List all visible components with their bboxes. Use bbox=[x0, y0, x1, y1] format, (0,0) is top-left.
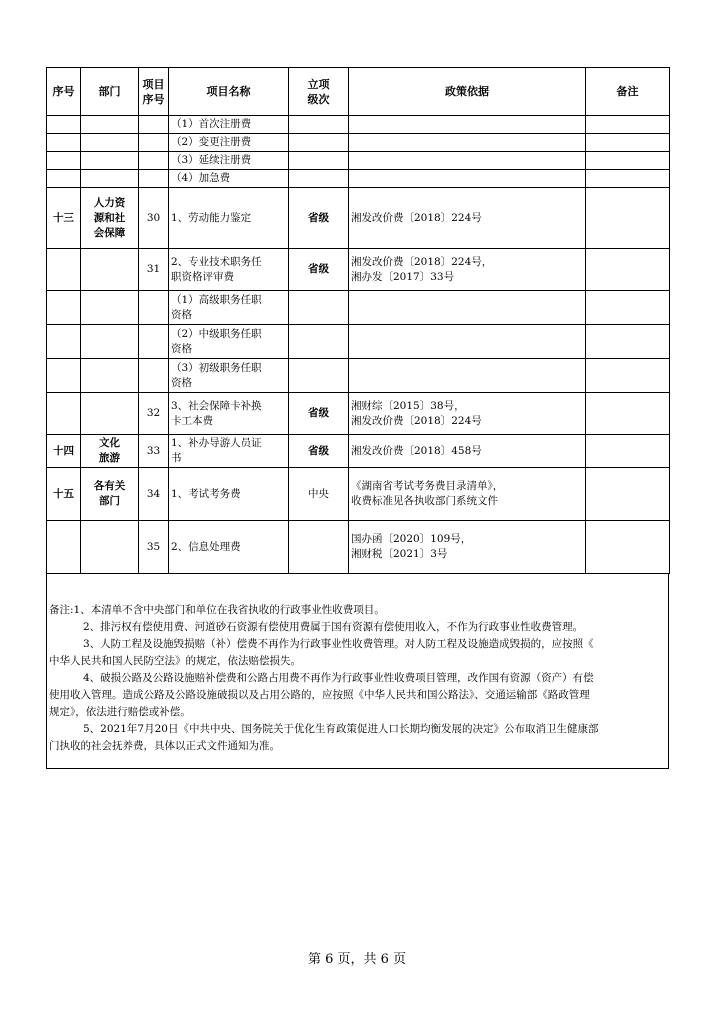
header-level-line2: 级次 bbox=[307, 92, 330, 106]
remark-line: 备注:1、本清单不含中央部门和单位在我省执收的行政事业性收费项目。 bbox=[49, 604, 385, 616]
fee-list-sheet bbox=[46, 67, 669, 769]
cell-item-name bbox=[169, 435, 289, 468]
cell-seq: 十三 bbox=[47, 188, 81, 249]
table-row bbox=[47, 134, 670, 152]
cell-item-name bbox=[169, 521, 289, 574]
cell-item-name-line: 职资格评审费 bbox=[171, 270, 234, 283]
cell-item-name bbox=[169, 116, 289, 134]
cell-item-name-line: 1、考试考务费 bbox=[171, 487, 241, 500]
cell-note bbox=[586, 325, 670, 359]
cell-item-no bbox=[139, 359, 169, 393]
cell-dept bbox=[81, 291, 139, 325]
header-item-no-line2: 序号 bbox=[142, 92, 165, 106]
cell-note bbox=[586, 249, 670, 291]
cell-seq bbox=[47, 170, 81, 188]
cell-item-name-line: （3）延续注册费 bbox=[171, 154, 252, 166]
cell-dept bbox=[81, 393, 139, 435]
cell-level bbox=[289, 521, 349, 574]
cell-note bbox=[586, 359, 670, 393]
cell-seq: 十四 bbox=[47, 435, 81, 468]
cell-item-name bbox=[169, 359, 289, 393]
cell-basis bbox=[349, 152, 586, 170]
cell-item-no: 32 bbox=[139, 393, 169, 435]
cell-level: 省级 bbox=[289, 435, 349, 468]
cell-basis-line: 湘发改价费〔2018〕224号 bbox=[351, 211, 482, 224]
cell-item-name bbox=[169, 188, 289, 249]
header-dept: 部门 bbox=[81, 68, 139, 116]
remark-line: 2、排污权有偿使用费、河道砂石资源有偿使用费属于国有资源有偿使用收入，不作为行政事业性收费管理。 bbox=[83, 621, 584, 633]
cell-dept-line: 旅游 bbox=[99, 452, 120, 464]
cell-item-name-line: 2、信息处理费 bbox=[171, 540, 241, 553]
remark-line: 3、人防工程及设施毁损赔（补）偿费不再作为行政事业性收费管理。对人防工程及设施造成毁损的，应按照《 bbox=[83, 638, 594, 650]
cell-basis bbox=[349, 249, 586, 291]
cell-item-name-line: 1、劳动能力鉴定 bbox=[171, 211, 252, 224]
cell-dept-line: 会保障 bbox=[93, 226, 126, 239]
cell-basis bbox=[349, 521, 586, 574]
fee-table bbox=[46, 67, 670, 574]
cell-level: 省级 bbox=[289, 249, 349, 291]
cell-dept-line: 源和社 bbox=[93, 211, 126, 224]
cell-item-name-line: 卡工本费 bbox=[171, 414, 213, 427]
table-row bbox=[47, 188, 670, 249]
cell-basis-line: 湘发改价费〔2018〕224号 bbox=[351, 414, 482, 427]
cell-item-name bbox=[169, 170, 289, 188]
cell-basis bbox=[349, 468, 586, 521]
table-row bbox=[47, 393, 670, 435]
header-item-no-line1: 项目 bbox=[142, 77, 165, 91]
cell-level bbox=[289, 291, 349, 325]
cell-level bbox=[289, 152, 349, 170]
cell-item-no: 31 bbox=[139, 249, 169, 291]
cell-basis bbox=[349, 435, 586, 468]
cell-dept-line: 各有关 bbox=[93, 480, 126, 492]
table-row bbox=[47, 359, 670, 393]
cell-dept-line: 部门 bbox=[99, 495, 120, 507]
cell-item-no: 35 bbox=[139, 521, 169, 574]
cell-note bbox=[586, 134, 670, 152]
cell-item-no bbox=[139, 152, 169, 170]
cell-dept bbox=[81, 188, 139, 249]
cell-basis bbox=[349, 359, 586, 393]
cell-level: 中央 bbox=[289, 468, 349, 521]
cell-note bbox=[586, 188, 670, 249]
cell-dept bbox=[81, 152, 139, 170]
cell-item-no: 34 bbox=[139, 468, 169, 521]
cell-item-name-line: 资格 bbox=[171, 342, 192, 355]
table-row bbox=[47, 521, 670, 574]
cell-seq bbox=[47, 152, 81, 170]
cell-basis bbox=[349, 393, 586, 435]
cell-basis-line: 湘财综〔2015〕38号， bbox=[351, 399, 465, 412]
cell-level: 省级 bbox=[289, 188, 349, 249]
cell-dept bbox=[81, 170, 139, 188]
cell-basis bbox=[349, 291, 586, 325]
header-item-no bbox=[139, 68, 169, 116]
cell-note bbox=[586, 435, 670, 468]
cell-item-name bbox=[169, 468, 289, 521]
remark-line: 规定》，依法进行赔偿或补偿。 bbox=[49, 706, 191, 718]
cell-item-no bbox=[139, 291, 169, 325]
header-item-name: 项目名称 bbox=[169, 68, 289, 116]
cell-dept bbox=[81, 116, 139, 134]
cell-level bbox=[289, 170, 349, 188]
cell-item-no bbox=[139, 134, 169, 152]
cell-basis-line: 湘办发〔2017〕33号 bbox=[351, 270, 455, 283]
cell-item-name bbox=[169, 325, 289, 359]
cell-basis-line: 收费标准见各执收部门系统文件 bbox=[351, 495, 498, 507]
cell-item-name-line: 书 bbox=[171, 452, 182, 464]
cell-item-no: 33 bbox=[139, 435, 169, 468]
cell-item-name bbox=[169, 249, 289, 291]
cell-seq bbox=[47, 291, 81, 325]
cell-note bbox=[586, 291, 670, 325]
cell-note bbox=[586, 116, 670, 134]
cell-item-name-line: （4）加急费 bbox=[171, 172, 231, 184]
cell-basis-line: 湘财税〔2021〕3号 bbox=[351, 548, 448, 560]
cell-note bbox=[586, 152, 670, 170]
cell-basis bbox=[349, 188, 586, 249]
remark-line: 使用收入管理。造成公路及公路设施破损以及占用公路的，应按照《中华人民共和国公路法》、交通运输部《路政管理 bbox=[49, 689, 590, 701]
cell-item-name bbox=[169, 134, 289, 152]
cell-seq bbox=[47, 249, 81, 291]
header-seq: 序号 bbox=[47, 68, 81, 116]
cell-dept-line: 人力资 bbox=[93, 196, 126, 209]
cell-seq bbox=[47, 134, 81, 152]
cell-basis bbox=[349, 325, 586, 359]
cell-seq bbox=[47, 116, 81, 134]
cell-basis-line: 湘发改价费〔2018〕224号， bbox=[351, 255, 493, 268]
cell-item-no bbox=[139, 170, 169, 188]
cell-item-name bbox=[169, 393, 289, 435]
cell-seq bbox=[47, 393, 81, 435]
table-row bbox=[47, 435, 670, 468]
cell-basis-line: 湘发改价费〔2018〕458号 bbox=[351, 444, 482, 457]
remark-line: 中华人民共和国人民防空法》的规定，依法赔偿损失。 bbox=[49, 655, 301, 667]
table-header-row bbox=[47, 68, 670, 116]
cell-note bbox=[586, 468, 670, 521]
cell-basis-line: 《湖南省考试考务费目录清单》， bbox=[351, 480, 504, 492]
table-row bbox=[47, 116, 670, 134]
cell-level: 省级 bbox=[289, 393, 349, 435]
cell-item-name-line: （1）首次注册费 bbox=[171, 118, 252, 130]
cell-dept bbox=[81, 521, 139, 574]
cell-basis bbox=[349, 134, 586, 152]
cell-dept bbox=[81, 468, 139, 521]
cell-item-name-line: 1、补办导游人员证 bbox=[171, 437, 262, 449]
cell-item-name-line: 资格 bbox=[171, 376, 192, 389]
table-row bbox=[47, 468, 670, 521]
cell-item-no bbox=[139, 325, 169, 359]
cell-item-name bbox=[169, 291, 289, 325]
cell-basis bbox=[349, 170, 586, 188]
cell-dept bbox=[81, 435, 139, 468]
cell-note bbox=[586, 521, 670, 574]
cell-item-name-line: 2、专业技术职务任 bbox=[171, 255, 262, 268]
cell-basis-line: 国办函〔2020〕109号， bbox=[351, 533, 472, 545]
header-note: 备注 bbox=[586, 68, 670, 116]
cell-seq bbox=[47, 325, 81, 359]
remark-line: 5、2021年7月20日《中共中央、国务院关于优化生育政策促进人口长期均衡发展的决定》公布取消卫生健康部 bbox=[83, 723, 599, 735]
cell-basis bbox=[349, 116, 586, 134]
remarks-text bbox=[49, 602, 664, 755]
cell-level bbox=[289, 134, 349, 152]
table-row bbox=[47, 325, 670, 359]
remark-line: 门执收的社会抚养费，具体以正式文件通知为准。 bbox=[49, 740, 280, 752]
cell-seq bbox=[47, 521, 81, 574]
remarks-box bbox=[46, 574, 669, 769]
table-body bbox=[47, 116, 670, 574]
header-basis: 政策依据 bbox=[349, 68, 586, 116]
cell-item-name-line: （2）中级职务任职 bbox=[171, 327, 262, 340]
cell-level bbox=[289, 359, 349, 393]
cell-dept bbox=[81, 325, 139, 359]
cell-item-name-line: （1）高级职务任职 bbox=[171, 293, 262, 306]
cell-seq: 十五 bbox=[47, 468, 81, 521]
cell-dept bbox=[81, 134, 139, 152]
cell-note bbox=[586, 393, 670, 435]
cell-level bbox=[289, 116, 349, 134]
cell-item-name-line: 资格 bbox=[171, 308, 192, 321]
table-row bbox=[47, 152, 670, 170]
table-row bbox=[47, 249, 670, 291]
cell-dept-line: 文化 bbox=[99, 437, 120, 449]
cell-note bbox=[586, 170, 670, 188]
table-row bbox=[47, 291, 670, 325]
cell-item-name bbox=[169, 152, 289, 170]
cell-dept bbox=[81, 359, 139, 393]
cell-item-no bbox=[139, 116, 169, 134]
cell-item-no: 30 bbox=[139, 188, 169, 249]
header-level bbox=[289, 68, 349, 116]
header-level-line1: 立项 bbox=[307, 77, 330, 91]
cell-dept bbox=[81, 249, 139, 291]
cell-level bbox=[289, 325, 349, 359]
table-row bbox=[47, 170, 670, 188]
cell-item-name-line: （3）初级职务任职 bbox=[171, 361, 262, 374]
cell-item-name-line: （2）变更注册费 bbox=[171, 136, 252, 148]
cell-item-name-line: 3、社会保障卡补换 bbox=[171, 399, 262, 412]
cell-seq bbox=[47, 359, 81, 393]
remark-line: 4、破损公路及公路设施赔补偿费和公路占用费不再作为行政事业性收费项目管理，改作国有资源（资产）有偿 bbox=[83, 672, 594, 684]
page-footer: 第 6 页，共 6 页 bbox=[307, 952, 407, 967]
